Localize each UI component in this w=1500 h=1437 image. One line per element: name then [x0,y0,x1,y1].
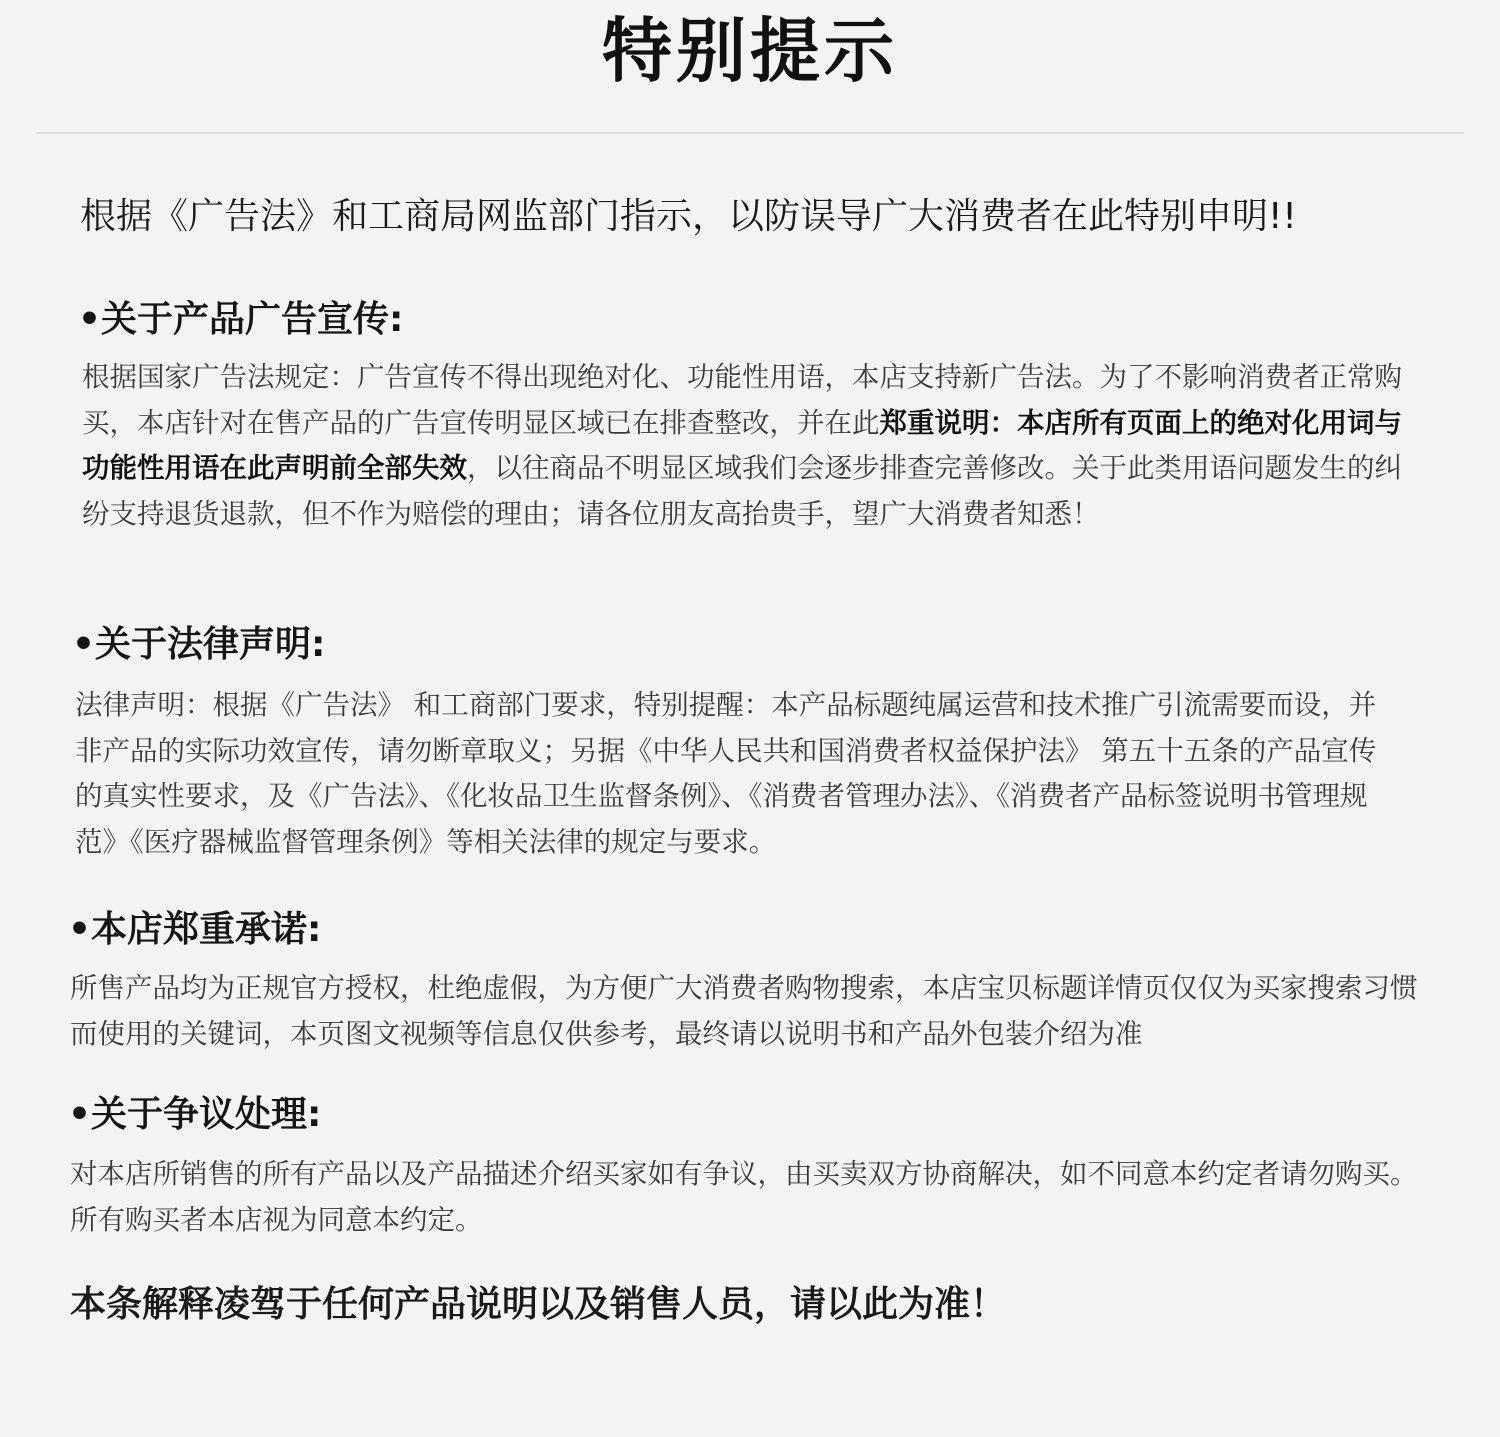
section-body-dispute: 对本店所销售的所有产品以及产品描述介绍买家如有争议，由买卖双方协商解决，如不同意本约定者请勿购买。所有购买者本店视为同意本约定。 [70,1158,1418,1236]
section-heading-legal: •关于法律声明: [72,624,326,665]
intro-statement: 根据《广告法》和工商局网监部门指示，以防误导广大消费者在此特别申明!! [80,196,1297,237]
section-body-advertising [82,355,1422,537]
section-heading-commitment: •本店郑重承诺: [68,909,322,950]
section-heading-dispute: •关于争议处理: [68,1094,322,1135]
section-heading-advertising: •关于产品广告宣传: [78,299,404,340]
page-title: 特别提示 [602,10,898,92]
section-body-commitment: 所售产品均为正规官方授权，杜绝虚假，为方便广大消费者购物搜索，本店宝贝标题详情页仅仅为买家搜索习惯而使用的关键词，本页图文视频等信息仅供参考，最终请以说明书和产品外包装介绍为准 [70,972,1418,1050]
closing-statement: 本条解释凌驾于任何产品说明以及销售人员，请以此为准！ [70,1284,1007,1325]
advertising-body-tail: ，以往商品不明显区域我们会逐步排查完善修改。关于此类用语问题发生的纠纷支持退货退款，但不作为赔偿的理由；请各位朋友高抬贵手，望广大消费者知悉！ [82,452,1402,530]
advertising-body-emphasis: 郑重说明：本店所有页面上的绝对化用词与功能性用语在此声明前全部失效 [82,406,1402,484]
section-body-legal: 法律声明：根据《广告法》 和工商部门要求，特别提醒：本产品标题纯属运营和技术推广引流需要而设，并非产品的实际功效宣传，请勿断章取义；另据《中华人民共和国消费者权益保护法》 第五十五条的产品宣传的真实性要求，及《广告法》、《化妆品卫生监督条例》、《消费者管理办法》、《消费者产品标签说明书管理规范》《医疗器械监督管理条例》等相关法律的规定与要求。 [75,689,1377,858]
title-divider [36,132,1464,134]
advertising-body-lead: 根据国家广告法规定：广告宣传不得出现绝对化、功能性用语，本店支持新广告法。为了不影响消费者正常购买，本店针对在售产品的广告宣传明显区域已在排查整改，并在此 [82,361,1402,439]
